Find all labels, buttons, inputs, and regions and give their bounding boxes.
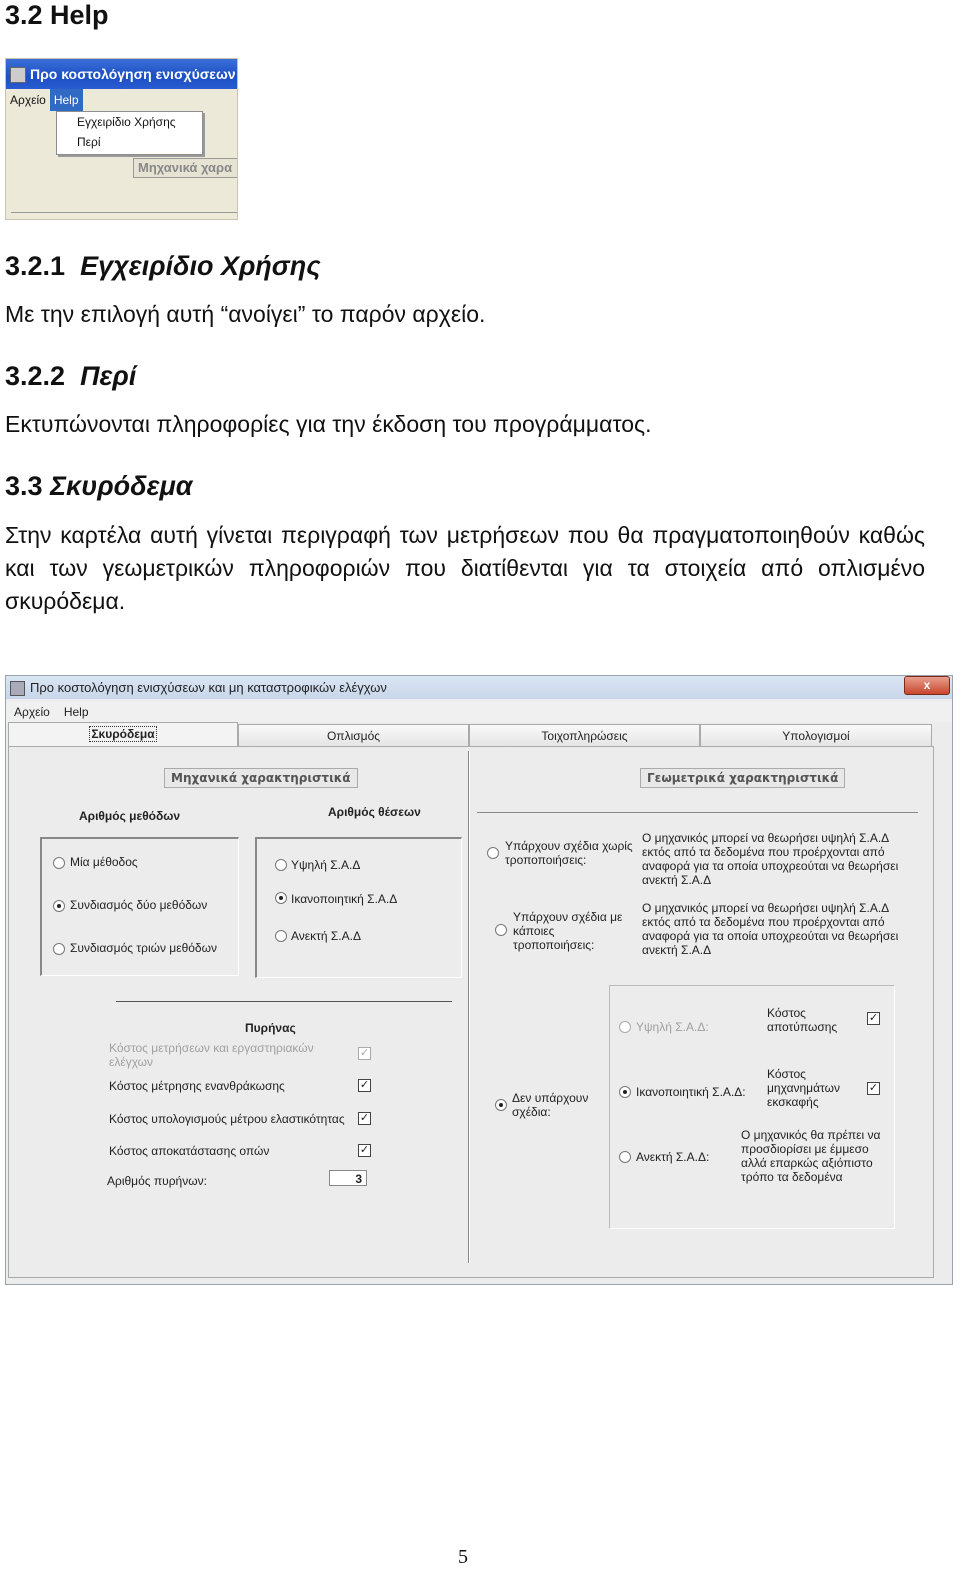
sad-high-label: Υψηλή Σ.Α.Δ bbox=[291, 858, 361, 872]
sad-tolerable-radio[interactable] bbox=[275, 930, 287, 942]
divider bbox=[477, 812, 918, 813]
plans-no-changes-note: Ο μηχανικός μπορεί να θεωρήσει υψηλή Σ.Α.Δ εκτός από τα δεδομένα που προέρχονται από αναφορά για τα οποία υποχρεούται να θεωρήσει ανεκτή Σ.Α.Δ bbox=[642, 831, 899, 887]
menu-item-manual[interactable]: Εγχειρίδιο Χρήσης bbox=[77, 115, 176, 129]
geo-sad-tolerable-label: Ανεκτή Σ.Α.Δ: bbox=[636, 1150, 710, 1164]
cost-lab-checkbox[interactable]: ✓ bbox=[359, 1047, 370, 1059]
small-menu-bar bbox=[6, 89, 237, 111]
cores-heading: Πυρήνας bbox=[245, 1021, 296, 1035]
window-title-bar: Προ κοστολόγηση ενισχύσεων και μη καταστροφικών ελέγχων bbox=[6, 676, 952, 699]
small-group-title: Μηχανικά χαρα bbox=[133, 158, 238, 178]
engineer-note: Ο μηχανικός θα πρέπει να προσδιορίσει με έμμεσο αλλά επαρκώς αξιόπιστο τρόπο τα δεδομένα bbox=[741, 1128, 881, 1184]
app-icon bbox=[10, 681, 25, 696]
menu-file[interactable]: Αρχείο bbox=[14, 705, 50, 719]
concrete-window-screenshot bbox=[5, 675, 953, 1285]
cores-count-input[interactable]: 3 bbox=[329, 1170, 367, 1186]
divider bbox=[11, 212, 238, 213]
tab-calculations[interactable]: Υπολογισμοί bbox=[700, 724, 932, 747]
sad-sufficient-label: Ικανοποιητική Σ.Α.Δ bbox=[291, 892, 398, 906]
plans-no-changes-label: Υπάρχουν σχέδια χωρίς τροποποιήσεις: bbox=[505, 839, 633, 867]
cost-lab-label: Κόστος μετρήσεων και εργαστηριακών ελέγχων bbox=[109, 1041, 314, 1069]
manual-text: Με την επιλογή αυτή “ανοίγει” το παρόν αρχείο. bbox=[5, 301, 486, 327]
positions-heading: Αριθμός θέσεων bbox=[328, 805, 421, 819]
divider bbox=[468, 751, 470, 1263]
concrete-heading: 3.3 Σκυρόδεμα bbox=[5, 471, 193, 501]
method-one-radio[interactable] bbox=[53, 857, 65, 869]
plans-with-changes-label: Υπάρχουν σχέδια με κάποιες τροποποιήσεις: bbox=[513, 910, 623, 952]
method-one-label: Μία μέθοδος bbox=[70, 855, 138, 869]
menu-help[interactable]: Help bbox=[50, 89, 83, 111]
tab-infill-walls[interactable]: Τοιχοπληρώσεις bbox=[469, 724, 700, 747]
cost-survey-label: Κόστος αποτύπωσης bbox=[767, 1006, 838, 1034]
help-menu-screenshot bbox=[5, 58, 238, 220]
concrete-text: Στην καρτέλα αυτή γίνεται περιγραφή των μετρήσεων που θα πραγματοποιηθούν καθώς και των γεωμετρικών πληροφοριών που διατίθενται για τα στοιχεία από οπλισμένο σκυρόδεμα. bbox=[5, 522, 925, 614]
method-three-label: Συνδιασμός τριών μεθόδων bbox=[70, 941, 217, 955]
no-plans-label: Δεν υπάρχουν σχέδια: bbox=[512, 1091, 589, 1119]
sad-sufficient-radio[interactable] bbox=[275, 892, 287, 904]
help-heading: 3.2 Help bbox=[5, 0, 109, 30]
geo-sad-tolerable-radio[interactable] bbox=[619, 1151, 631, 1163]
geo-sad-high-radio[interactable] bbox=[619, 1021, 631, 1033]
cost-restore-checkbox[interactable]: ✓ bbox=[359, 1144, 370, 1156]
window-menu-bar bbox=[6, 702, 952, 722]
method-two-radio[interactable] bbox=[53, 900, 65, 912]
geo-sad-high-label: Υψηλή Σ.Α.Δ: bbox=[636, 1020, 709, 1034]
tab-reinforcement[interactable]: Οπλισμός bbox=[238, 724, 469, 747]
small-title-bar: Προ κοστολόγηση ενισχύσεων bbox=[6, 59, 237, 89]
sad-tolerable-label: Ανεκτή Σ.Α.Δ bbox=[291, 929, 361, 943]
geo-sad-sufficient-radio[interactable] bbox=[619, 1086, 631, 1098]
cost-carbonation-label: Κόστος μέτρησης ενανθράκωσης bbox=[109, 1079, 285, 1093]
tab-strip bbox=[8, 724, 934, 746]
app-icon bbox=[10, 67, 26, 83]
cost-elastic-checkbox[interactable]: ✓ bbox=[359, 1112, 370, 1124]
divider bbox=[116, 1001, 452, 1002]
menu-file[interactable]: Αρχείο bbox=[10, 93, 46, 107]
cost-excavation-label: Κόστος μηχανημάτων εκσκαφής bbox=[767, 1067, 840, 1109]
method-two-label: Συνδιασμός δύο μεθόδων bbox=[70, 898, 208, 912]
about-heading: 3.2.2 Περί bbox=[5, 361, 137, 391]
cost-excavation-checkbox[interactable]: ✓ bbox=[868, 1082, 879, 1094]
cost-carbonation-checkbox[interactable]: ✓ bbox=[359, 1079, 370, 1091]
menu-help[interactable]: Help bbox=[63, 705, 89, 719]
close-button[interactable]: x bbox=[904, 676, 950, 695]
method-three-radio[interactable] bbox=[53, 943, 65, 955]
cost-survey-checkbox[interactable]: ✓ bbox=[868, 1012, 879, 1024]
help-dropdown bbox=[56, 111, 203, 155]
about-text: Εκτυπώνονται πληροφορίες για την έκδοση του προγράμματος. bbox=[5, 411, 652, 437]
cost-elastic-label: Κόστος υπολογισμούς μέτρου ελαστικότητας bbox=[109, 1112, 345, 1126]
tab-panel bbox=[8, 746, 934, 1278]
menu-item-about[interactable]: Περί bbox=[77, 135, 101, 149]
tab-concrete[interactable]: Σκυρόδεμα bbox=[8, 722, 238, 748]
manual-heading: 3.2.1 Εγχειρίδιο Χρήσης bbox=[5, 251, 321, 281]
no-plans-radio[interactable] bbox=[495, 1099, 507, 1111]
geo-group-title: Γεωμετρικά χαρακτηριστικά bbox=[640, 768, 845, 788]
plans-with-changes-radio[interactable] bbox=[495, 924, 507, 936]
methods-heading: Αριθμός μεθόδων bbox=[79, 809, 181, 823]
cores-count-label: Αριθμός πυρήνων: bbox=[107, 1174, 207, 1188]
plans-no-changes-radio[interactable] bbox=[487, 847, 499, 859]
sad-high-radio[interactable] bbox=[275, 859, 287, 871]
cost-restore-label: Κόστος αποκατάστασης οπών bbox=[109, 1144, 270, 1158]
page-number: 5 bbox=[458, 1546, 468, 1568]
geo-sad-sufficient-label: Ικανοποιητική Σ.Α.Δ: bbox=[636, 1085, 746, 1099]
mech-group-title: Μηχανικά χαρακτηριστικά bbox=[164, 768, 358, 788]
plans-with-changes-note: Ο μηχανικός μπορεί να θεωρήσει υψηλή Σ.Α.Δ εκτός από τα δεδομένα που προέρχονται από αναφορά για τα οποία υποχρεούται να θεωρήσει ανεκτή Σ.Α.Δ bbox=[642, 901, 899, 957]
